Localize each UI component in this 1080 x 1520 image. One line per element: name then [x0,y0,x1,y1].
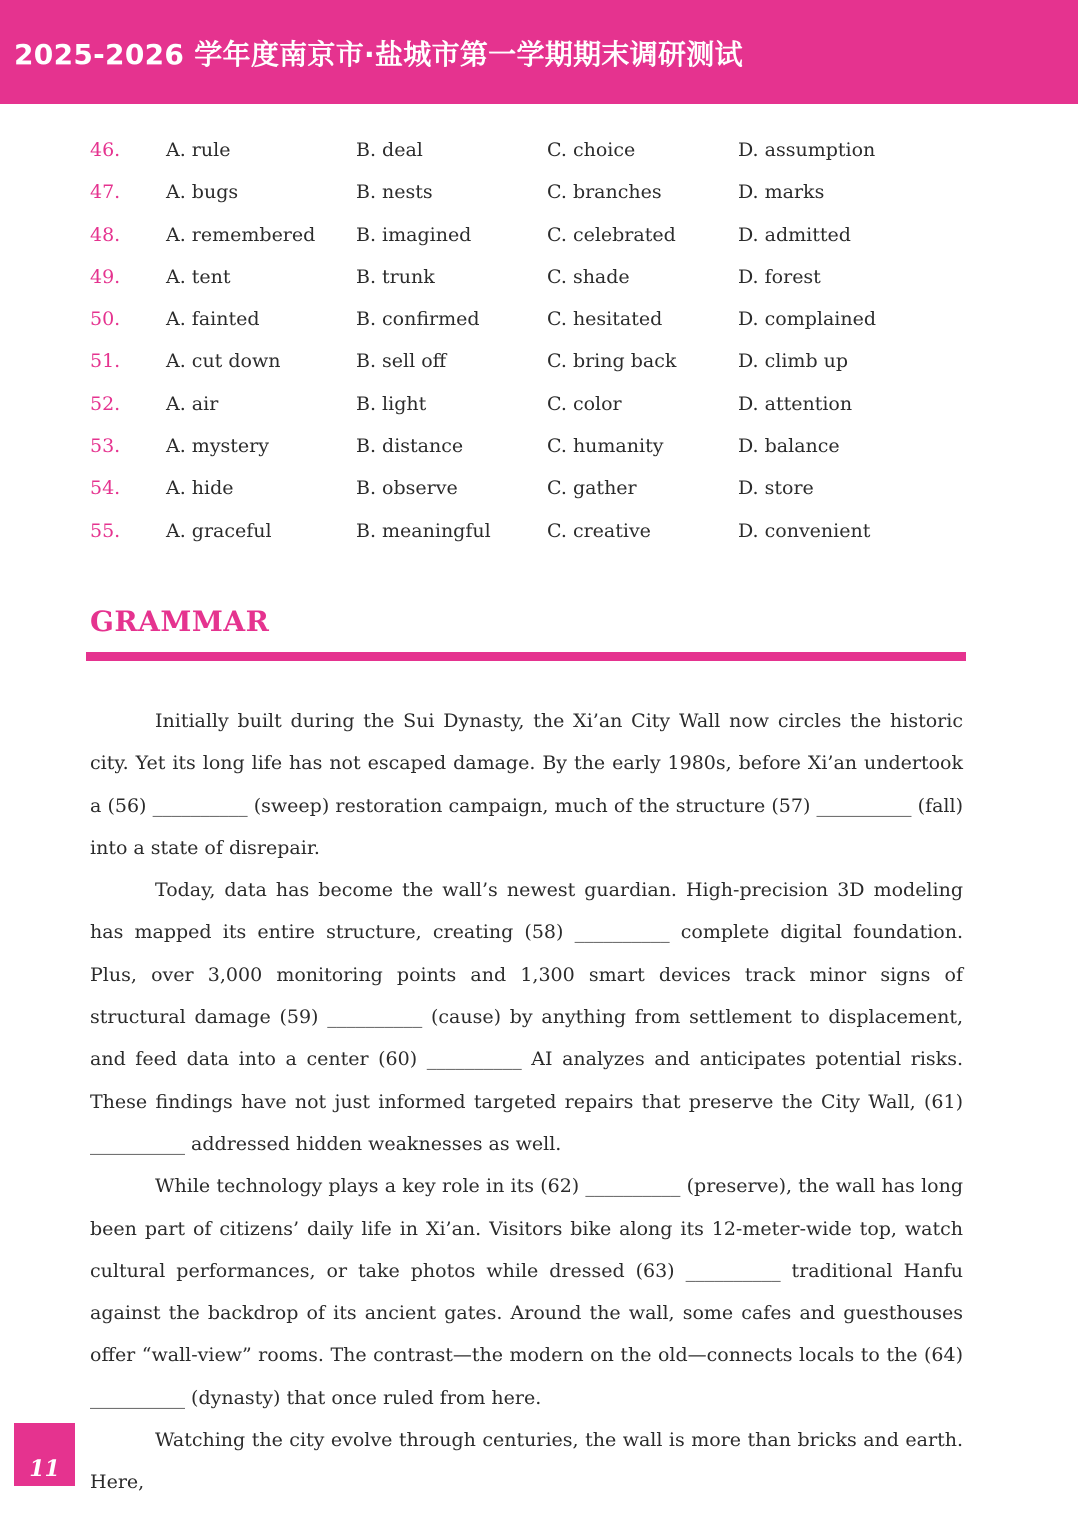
option-b: B. meaningful [356,519,491,542]
option-d: D. convenient [738,519,871,542]
option-a: A. hide [166,477,234,500]
section-divider [86,652,966,661]
passage-paragraph: Today, data has become the wall’s newest guardian. High-precision 3D modeling has mapped its entire structure, creating (58) __________ complete digital foundation. Plus, over 3,000 monitoring points and 1,300 smart devices track minor signs of structural damage (59) __________ (cause) by anything from settlement to displacement, and feed data into a center (60) __________ AI analyzes and anticipates potential risks. These findings have not just informed targeted repairs that preserve the City Wall, (61) __________ addressed hidden weaknesses as well. [90,879,963,1155]
option-c: C. choice [547,139,636,161]
option-row [0,172,1080,214]
question-number: 48. [90,223,121,246]
option-c: C. celebrated [547,223,676,246]
option-d: D. store [738,477,814,500]
page-number: 11 [29,1456,60,1482]
option-b: B. confirmed [356,308,480,331]
option-a: A. rule [166,139,231,161]
option-a: A. tent [166,265,231,288]
option-b: B. deal [356,139,423,161]
option-row [0,384,1080,426]
option-row [0,299,1080,341]
question-number: 54. [90,477,121,500]
section-heading: GRAMMAR [90,605,270,638]
option-a: A. mystery [166,435,269,458]
option-d: D. forest [738,265,821,288]
page-title: 2025-2026 学年度南京市·盐城市第一学期期末调研测试 [14,38,743,71]
option-row [0,426,1080,468]
option-c: C. bring back [547,350,677,373]
option-c: C. branches [547,181,662,204]
option-a: A. fainted [166,308,260,331]
option-c: C. color [547,392,622,415]
option-c: C. creative [547,519,651,542]
option-d: D. balance [738,435,840,458]
option-a: A. graceful [166,519,272,542]
option-c: C. shade [547,265,630,288]
question-number: 50. [90,308,121,331]
option-a: A. cut down [166,350,281,373]
option-b: B. sell off [356,350,447,373]
question-number: 52. [90,392,121,415]
option-b: B. trunk [356,265,435,288]
option-row [0,511,1080,553]
option-d: D. admitted [738,223,851,246]
option-a: A. remembered [166,223,316,246]
option-d: D. assumption [738,139,876,161]
passage-paragraph: Initially built during the Sui Dynasty, the Xi’an City Wall now circles the historic city. Yet its long life has not escaped damage. By the early 1980s, before Xi’an undertook a (56) __________ (sweep) restoration campaign, much of the structure (57) __________ (fall) into a state of disrepair. [90,710,963,859]
option-row [0,130,1080,172]
option-b: B. light [356,392,427,415]
question-number: 49. [90,265,121,288]
passage-paragraph: While technology plays a key role in its (62) __________ (preserve), the wall has long been part of citizens’ daily life in Xi’an. Visitors bike along its 12-meter-wide top, watch cultural performances, or take photos while dressed (63) __________ traditional Hanfu against the backdrop of its ancient gates. Around the wall, some cafes and guesthouses offer “wall-view” rooms. The contrast—the modern on the old—connects locals to the (64) __________ (dynasty) that once ruled from here. [90,1175,963,1409]
option-b: B. observe [356,477,458,500]
page-number-badge [14,1423,75,1486]
question-number: 47. [90,181,121,204]
option-a: A. bugs [166,181,239,204]
option-row [0,215,1080,257]
options-list [0,130,1080,553]
option-c: C. gather [547,477,637,500]
option-b: B. distance [356,435,464,458]
option-d: D. complained [738,308,877,331]
option-d: D. climb up [738,350,849,373]
passage-paragraph: Watching the city evolve through centuries, the wall is more than bricks and earth. Here, [90,1429,963,1494]
option-c: C. humanity [547,435,664,458]
question-number: 46. [90,139,121,161]
option-row [0,468,1080,510]
question-number: 55. [90,519,121,542]
option-c: C. hesitated [547,308,663,331]
question-number: 53. [90,435,121,458]
grammar-passage [90,700,963,1504]
header-band [0,0,1078,104]
option-a: A. air [166,392,219,415]
option-row [0,257,1080,299]
option-row [0,341,1080,383]
option-b: B. imagined [356,223,472,246]
option-b: B. nests [356,181,433,204]
question-number: 51. [90,350,121,373]
option-d: D. marks [738,181,825,204]
option-d: D. attention [738,392,853,415]
